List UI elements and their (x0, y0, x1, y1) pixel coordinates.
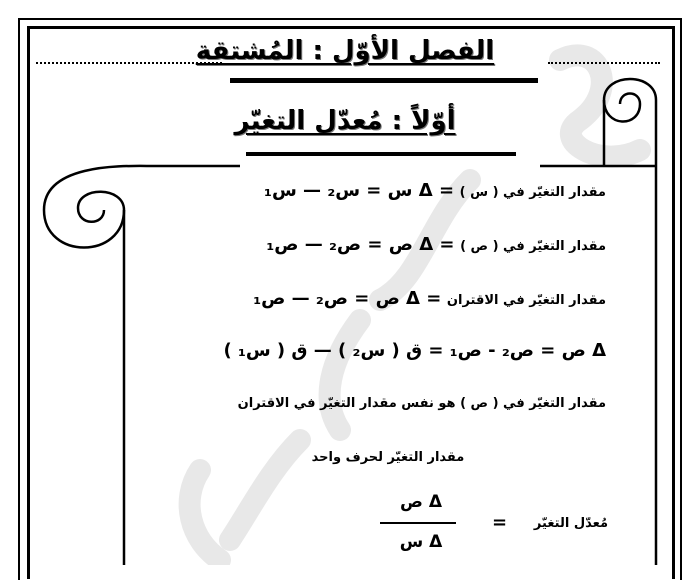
formula-expression: = Δ س = س₂ — س₁ (264, 180, 455, 201)
formula-expression: = Δ ص = ص₂ — ص₁ (266, 234, 455, 255)
section-title-text: أوّلاً : مُعدّل التغيّر (234, 106, 456, 136)
formula-row-y-change (266, 234, 606, 255)
chapter-title-text: الفصل الأوّل : المُشتقة (195, 36, 495, 66)
formula-label: مقدار التغيّر في ( س ) (459, 185, 606, 200)
fraction-denominator: Δ س (399, 532, 443, 552)
formula-expression: = Δ ص = ص₂ — ص₁ (253, 288, 442, 309)
formula-row-function-difference (223, 340, 606, 361)
note-text: مقدار التغيّر لحرف واحد (311, 450, 465, 465)
note-single-variable (120, 450, 656, 465)
rate-of-change-label: مُعدّل التغيّر (533, 516, 608, 531)
formula-label: مقدار التغيّر في ( ص ) (460, 239, 606, 254)
fraction-numerator: Δ ص (400, 492, 442, 512)
formula-row-x-change (264, 180, 606, 201)
note-text: مقدار التغيّر في ( ص ) هو نفس مقدار التغيّر في الاقتران (237, 396, 606, 411)
formula-expression: Δ ص = ص₂ - ص₁ = ق ( س₂ ) — ق ( س₁ ) (223, 340, 606, 361)
formula-label: مقدار التغيّر في الاقتران (446, 293, 606, 308)
fraction-bar (380, 522, 456, 524)
note-same-change (238, 392, 606, 411)
equals-sign: = (492, 512, 508, 533)
formula-row-function-change (253, 288, 606, 309)
